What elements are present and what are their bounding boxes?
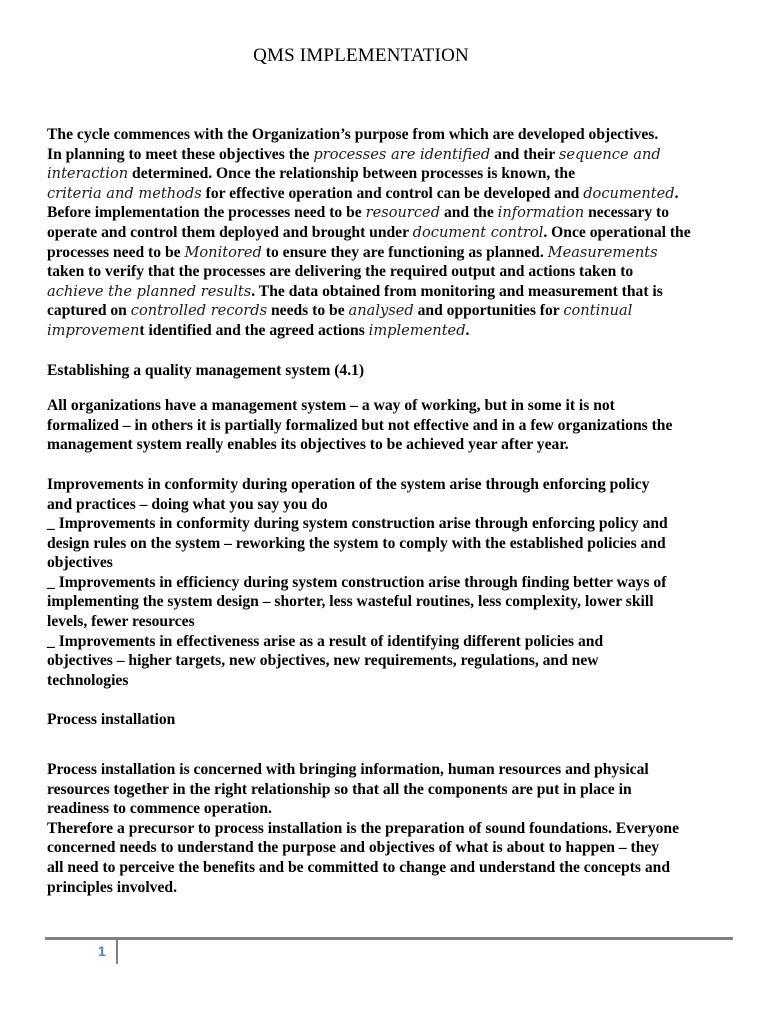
text-line: objectives – higher targets, new objectives, new requirements, regulations, and new: [47, 652, 599, 670]
text-line: Therefore a precursor to process installation is the preparation of sound foundations. Everyone: [47, 819, 680, 837]
text-line: levels, fewer resources: [47, 613, 195, 631]
text-run: and opportunities for: [413, 302, 564, 320]
text-line: [47, 243, 737, 263]
italic-term: analysed: [348, 302, 414, 320]
text-run: t identified and the agreed actions: [139, 321, 369, 339]
italic-term: sequence and: [558, 145, 661, 163]
text-line: Process installation is concerned with bringing information, human resources and physical: [47, 761, 649, 779]
text-run: operate and control them deployed and brought under: [47, 223, 413, 241]
text-line: implementing the system design – shorter, less wasteful routines, less complexity, lower skill: [47, 593, 654, 611]
italic-term: interaction: [47, 165, 129, 183]
text-run: and their: [490, 145, 559, 163]
italic-term: continual: [563, 302, 633, 320]
text-line: [47, 145, 737, 165]
italic-term: implemented: [368, 321, 466, 339]
footer-divider: [45, 937, 733, 940]
text-run: In planning to meet these objectives the: [47, 145, 314, 163]
italic-term: processes are identified: [313, 145, 491, 163]
italic-term: controlled records: [130, 302, 268, 320]
page-number-divider: [116, 940, 118, 964]
text-run: taken to verify that the processes are delivering the required output and actions taken to: [47, 263, 634, 281]
italic-term: criteria and methods: [47, 184, 202, 202]
process-installation-paragraph: [47, 760, 737, 897]
italic-term: documented: [583, 184, 675, 202]
italic-term: Monitored: [184, 243, 262, 261]
text-line: [47, 203, 737, 223]
text-run: .: [465, 321, 470, 339]
text-line: management system really enables its objectives to be achieved year after year.: [47, 436, 569, 454]
text-run: to ensure they are functioning as planned.: [261, 243, 548, 261]
text-line: all need to perceive the benefits and be committed to change and understand the concepts and: [47, 859, 671, 876]
text-run: . Once operational the: [543, 223, 691, 241]
text-run: . The data obtained from monitoring and measurement that is: [251, 282, 663, 300]
spacer: [47, 341, 737, 361]
text-run: necessary to: [584, 204, 670, 222]
text-line: concerned needs to understand the purpose and objectives of what is about to happen – they: [47, 839, 660, 857]
qms-paragraph-1: [47, 396, 737, 455]
text-line: All organizations have a management system – a way of working, but in some it is not: [47, 397, 615, 415]
text-line: and practices – doing what you say you do: [47, 495, 328, 513]
text-run: needs to be: [267, 302, 349, 320]
text-line: objectives: [47, 554, 113, 572]
italic-term: resourced: [365, 204, 441, 222]
text-line: _ Improvements in conformity during system construction arise through enforcing policy and: [47, 515, 668, 533]
italic-term: Measurements: [547, 243, 658, 261]
italic-term: improvemen: [47, 321, 140, 339]
qms-paragraph-2: [47, 475, 737, 691]
spacer: [47, 455, 737, 475]
text-line: [47, 125, 737, 145]
text-line: [47, 262, 737, 282]
text-run: .: [674, 184, 679, 202]
text-line: [47, 301, 737, 321]
text-line: design rules on the system – reworking the system to comply with the established policies and: [47, 534, 666, 552]
text-line: resources together in the right relationship so that all the components are put in place in: [47, 780, 632, 798]
text-line: [47, 184, 737, 204]
section-heading-qms: Establishing a quality management system (4.1): [47, 361, 365, 379]
text-line: Improvements in conformity during operation of the system arise through enforcing policy: [47, 475, 650, 493]
text-run: captured on: [47, 302, 131, 320]
text-line: [47, 282, 737, 302]
text-run: for effective operation and control can be developed and: [201, 184, 584, 202]
text-run: and the: [440, 204, 498, 222]
spacer: [47, 730, 737, 760]
text-line: readiness to commence operation.: [47, 800, 272, 818]
spacer: [47, 380, 737, 396]
text-run: determined. Once the relationship between processes is known, the: [128, 165, 576, 183]
text-line: [47, 164, 737, 184]
intro-paragraph: [47, 125, 737, 341]
text-line: technologies: [47, 671, 129, 689]
text-line: formalized – in others it is partially formalized but not effective and in a few organizations the: [47, 416, 673, 434]
page-number: 1: [98, 943, 106, 959]
spacer: [47, 690, 737, 710]
text-line: [47, 321, 737, 341]
text-run: Before implementation the processes need to be: [47, 204, 366, 222]
italic-term: document control: [412, 223, 544, 241]
text-line: principles involved.: [47, 878, 177, 896]
text-run: processes need to be: [47, 243, 185, 261]
text-line: [47, 223, 737, 243]
section-heading-process-installation: Process installation: [47, 711, 176, 729]
page-title: QMS IMPLEMENTATION: [253, 45, 469, 66]
document-body: [47, 125, 737, 897]
italic-term: information: [497, 204, 585, 222]
text-run: The cycle commences with the Organization’s purpose from which are developed objectives.: [47, 126, 659, 143]
text-line: _ Improvements in efficiency during system construction arise through finding better ways of: [47, 573, 667, 591]
italic-term: achieve the planned results: [47, 282, 252, 300]
text-line: _ Improvements in effectiveness arise as a result of identifying different policies and: [47, 632, 604, 650]
